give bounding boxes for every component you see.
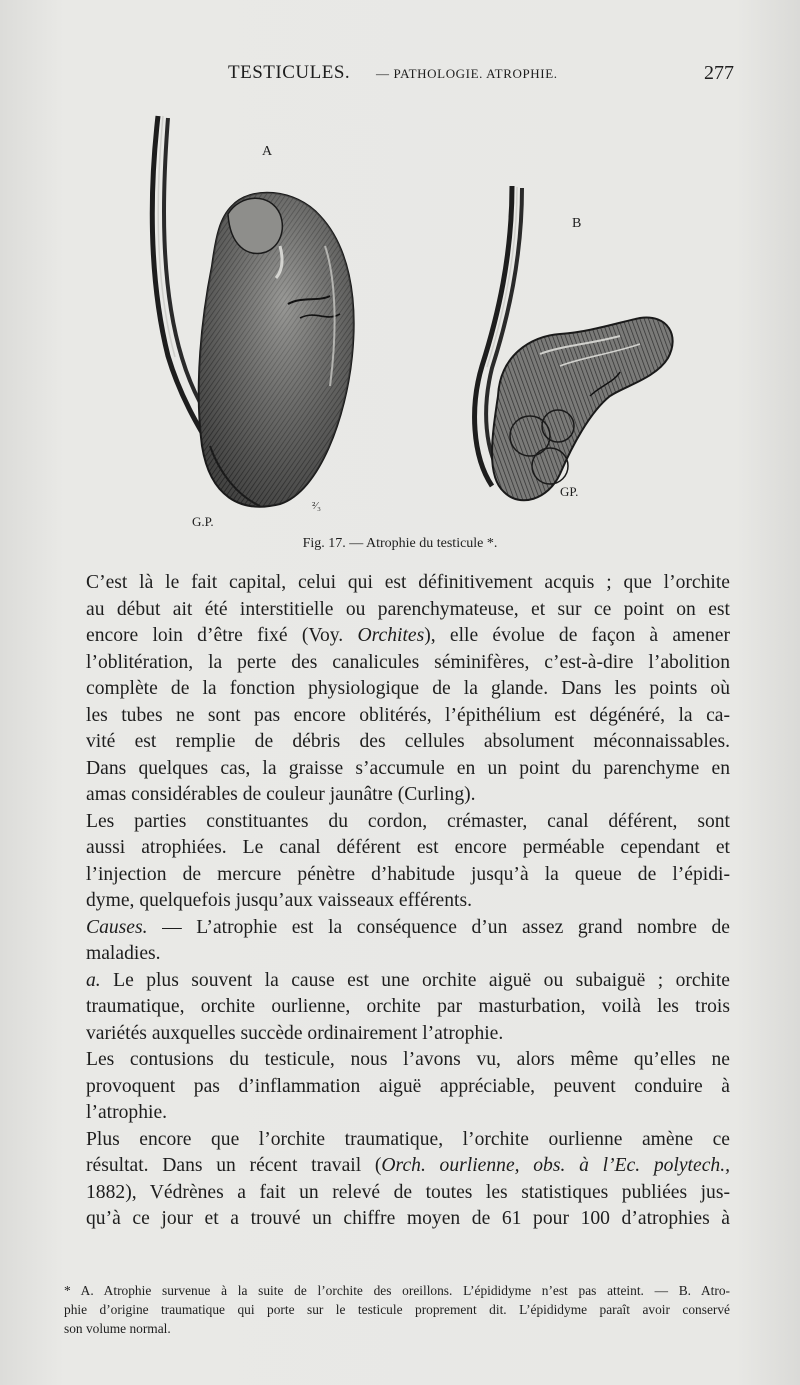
text-line: qu’à ce jour et a trouvé un chiffre moyen de 61 pour 100 d’atrophies à — [86, 1208, 730, 1229]
paragraph-6 — [86, 1127, 730, 1233]
text-line: Causes. — L’atrophie est la conséquence d’un assez grand nombre de — [86, 916, 730, 938]
text-line: l’injection de mercure pénètre d’habitude jusqu’à la queue de l’épidi- — [86, 863, 730, 885]
text-line: variétés auxquelles succède ordinairement l’atrophie. — [86, 1022, 504, 1044]
text-line: Plus encore que l’orchite traumatique, l’orchite ourlienne amène ce — [86, 1128, 730, 1150]
page-number: 277 — [704, 62, 734, 84]
footnote-line: phie d’origine traumatique qui porte sur le testicule proprement dit. L’épididyme paraît avoir conservé — [64, 1302, 730, 1317]
paragraph-4 — [86, 968, 730, 1048]
paragraph-5 — [86, 1047, 730, 1127]
text-line: encore loin d’être fixé (Voy. Orchites), elle évolue de façon à amener — [86, 625, 730, 646]
footnote-line: son volume normal. — [64, 1321, 171, 1336]
text-line: Dans quelques cas, la graisse s’accumule en un point du parenchyme en — [86, 757, 730, 779]
text-line: au début ait été interstitielle ou parenchymateuse, et sur ce point on est — [86, 598, 730, 620]
text-line: l’oblitération, la perte des canalicules séminifères, c’est-à-dire l’abolition — [86, 651, 730, 673]
text-line: C’est là le fait capital, celui qui est définitivement acquis ; que l’orchite — [86, 572, 730, 593]
text-line: les tubes ne sont pas encore oblitérés, l’épithélium est dégénéré, la ca- — [86, 704, 730, 726]
running-head-title: TESTICULES. — [228, 62, 351, 83]
figure-label-a: A — [262, 144, 273, 159]
specimen-a — [152, 116, 353, 507]
text-line: maladies. — [86, 943, 161, 964]
text-line: résultat. Dans un récent travail (Orch. ourlienne, obs. à l’Ec. polytech., — [86, 1155, 730, 1176]
paragraph-2 — [86, 809, 730, 915]
text-line: Les contusions du testicule, nous l’avons vu, alors même qu’elles ne — [86, 1049, 730, 1070]
text-line: complète de la fonction physiologique de la glande. Dans les points où — [86, 678, 730, 699]
running-head-subtitle: — PATHOLOGIE. ATROPHIE. — [376, 66, 558, 81]
text-line: Les parties constituantes du cordon, crémaster, canal déférent, sont — [86, 810, 730, 832]
text-line: l’atrophie. — [86, 1102, 168, 1123]
text-line: provoquent pas d’inflammation aiguë appréciable, peuvent conduire à — [86, 1075, 730, 1097]
testicle-engravings — [120, 96, 700, 536]
text-line: vité est remplie de débris des cellules absolument méconnaissables. — [86, 731, 730, 752]
figure-label-b: B — [572, 216, 582, 231]
text-line: amas considérables de couleur jaunâtre (Curling). — [86, 784, 476, 805]
text-line: 1882), Védrènes a fait un relevé de toutes les statistiques publiées jus- — [86, 1181, 730, 1203]
text-line: traumatique, orchite ourlienne, orchite par masturbation, voilà les trois — [86, 996, 730, 1017]
figure-scale: ²⁄₃ — [312, 500, 321, 512]
figure-label-gp-left: G.P. — [192, 514, 214, 529]
body-text — [86, 570, 730, 1233]
text-line: a. Le plus souvent la cause est une orchite aiguë ou subaiguë ; orchite — [86, 969, 730, 991]
footnote-line: * A. Atrophie survenue à la suite de l’orchite des oreillons. L’épididyme n’est pas atteint. — B. Atro- — [64, 1283, 730, 1298]
running-head — [86, 62, 734, 90]
figure-label-gp-right: GP. — [560, 484, 579, 499]
specimen-b — [475, 186, 673, 500]
figure-caption: Fig. 17. — Atrophie du testicule *. — [302, 536, 498, 551]
footnote — [64, 1281, 730, 1338]
paragraph-1 — [86, 570, 730, 809]
figure-17 — [120, 96, 700, 556]
text-line: dyme, quelquefois jusqu’aux vaisseaux efférents. — [86, 890, 472, 911]
paragraph-3 — [86, 915, 730, 968]
text-line: aussi atrophiées. Le canal déférent est encore perméable cependant et — [86, 837, 730, 858]
